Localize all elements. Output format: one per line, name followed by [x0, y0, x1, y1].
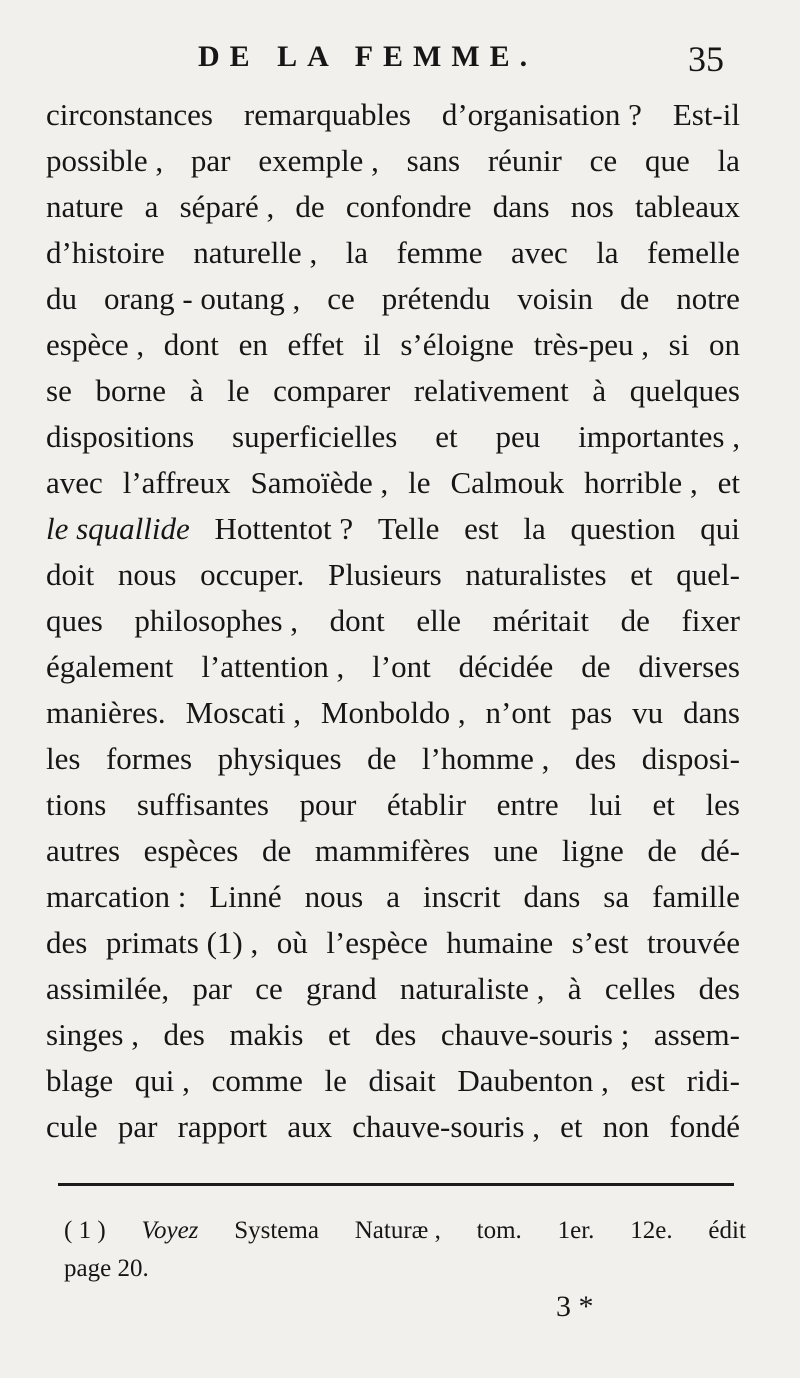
- footnote-text: page 20.: [64, 1255, 149, 1282]
- word: et: [652, 787, 675, 822]
- word: de: [261, 833, 292, 868]
- word: de: [620, 281, 650, 316]
- word: en: [238, 327, 268, 362]
- word: très-peu ,: [533, 327, 649, 362]
- word: relativement: [413, 373, 569, 408]
- word: naturalistes: [465, 557, 607, 592]
- text-line: [46, 230, 740, 276]
- word: superficielles: [232, 419, 398, 454]
- word: et: [630, 557, 653, 592]
- word: de: [647, 833, 677, 868]
- word: lui: [589, 787, 622, 822]
- word: Linné: [209, 879, 282, 914]
- word: elle: [416, 603, 462, 638]
- word: prétendu: [381, 281, 491, 316]
- word: est: [630, 1063, 665, 1098]
- word: dans: [492, 189, 550, 224]
- text-line: [46, 1012, 740, 1058]
- word: a: [144, 189, 159, 224]
- word: du: [46, 281, 77, 316]
- word: n’ont: [485, 695, 551, 730]
- word: Hottentot ?: [214, 511, 354, 546]
- word: ce: [589, 143, 618, 178]
- text-line: [46, 644, 740, 690]
- word: naturaliste ,: [399, 971, 545, 1006]
- word: tions: [46, 787, 107, 822]
- text-line: [46, 276, 740, 322]
- word: nous: [117, 557, 177, 592]
- word: femme: [396, 235, 483, 270]
- word: espèce ,: [46, 327, 145, 362]
- word: et: [328, 1017, 351, 1052]
- word: réunir: [487, 143, 562, 178]
- word: doit: [46, 557, 95, 592]
- word: dont: [163, 327, 219, 362]
- word: l’affreux: [122, 465, 231, 500]
- footnote: [64, 1212, 746, 1288]
- word: Plusieurs: [327, 557, 442, 592]
- word: s’est: [571, 925, 629, 960]
- word: il: [363, 327, 381, 362]
- word: borne: [95, 373, 167, 408]
- word: les: [46, 741, 81, 776]
- word: suffisantes: [136, 787, 269, 822]
- word: le squallide: [46, 511, 190, 546]
- text-line: [46, 184, 740, 230]
- word: entre: [496, 787, 559, 822]
- word: l’attention ,: [201, 649, 345, 684]
- word: des: [163, 1017, 205, 1052]
- word: fixer: [681, 603, 740, 638]
- word: quelques: [629, 373, 740, 408]
- text-line: [46, 920, 740, 966]
- word: singes ,: [46, 1017, 139, 1052]
- word: ce: [255, 971, 283, 1006]
- running-title: DE LA FEMME.: [198, 40, 538, 73]
- word: Telle: [377, 511, 440, 546]
- word: on: [709, 327, 740, 362]
- text-line: [46, 414, 740, 460]
- word: édit: [708, 1217, 746, 1244]
- word: comparer: [273, 373, 391, 408]
- word: makis: [229, 1017, 304, 1052]
- word: ( 1 ): [64, 1217, 106, 1244]
- word: que: [644, 143, 690, 178]
- word: assimilée,: [46, 971, 170, 1006]
- word: dont: [329, 603, 385, 638]
- word: et: [717, 465, 740, 500]
- word: orang - outang ,: [103, 281, 301, 316]
- word: diverses: [638, 649, 740, 684]
- word: d’organisation ?: [441, 97, 642, 132]
- word: sans: [406, 143, 461, 178]
- word: où: [276, 925, 308, 960]
- word: ligne: [561, 833, 624, 868]
- word: le: [324, 1063, 347, 1098]
- word: par: [117, 1109, 158, 1144]
- word: de: [620, 603, 650, 638]
- word: les: [705, 787, 740, 822]
- word: la: [523, 511, 546, 546]
- word: la: [345, 235, 369, 270]
- word: voisin: [517, 281, 594, 316]
- word: a: [386, 879, 400, 914]
- word: une: [493, 833, 539, 868]
- word: par: [190, 143, 231, 178]
- word: chauve-souris ;: [440, 1017, 630, 1052]
- word: grand: [306, 971, 377, 1006]
- word: notre: [676, 281, 740, 316]
- word: l’homme ,: [421, 741, 550, 776]
- word: effet: [287, 327, 344, 362]
- running-head: [0, 38, 800, 84]
- footnote-line: [64, 1212, 746, 1250]
- word: et: [560, 1109, 583, 1144]
- word: horrible ,: [584, 465, 698, 500]
- word: ce: [327, 281, 355, 316]
- text-line: [46, 782, 740, 828]
- word: possible ,: [46, 143, 164, 178]
- text-line: [46, 1104, 740, 1150]
- word: physiques: [217, 741, 342, 776]
- word: s’éloigne: [400, 327, 514, 362]
- word: disposi-: [641, 741, 740, 776]
- text-line: [46, 736, 740, 782]
- word: humaine: [446, 925, 554, 960]
- text-line: [46, 874, 740, 920]
- word: se: [46, 373, 72, 408]
- text-line: [46, 828, 740, 874]
- word: dans: [683, 695, 740, 730]
- page-number: 35: [688, 39, 724, 79]
- word: Systema: [234, 1217, 319, 1244]
- word: Daubenton ,: [457, 1063, 609, 1098]
- word: mammifères: [314, 833, 470, 868]
- word: importantes ,: [578, 419, 740, 454]
- word: des: [698, 971, 740, 1006]
- word: pour: [299, 787, 357, 822]
- word: à: [567, 971, 582, 1006]
- word: de: [295, 189, 325, 224]
- word: aux: [287, 1109, 333, 1144]
- word: dans: [523, 879, 581, 914]
- text-line: [46, 322, 740, 368]
- text-line: [46, 966, 740, 1012]
- word: Monboldo ,: [320, 695, 466, 730]
- word: quel-: [676, 557, 740, 592]
- word: espèces: [143, 833, 239, 868]
- word: dispositions: [46, 419, 195, 454]
- word: tom.: [476, 1217, 522, 1244]
- word: établir: [386, 787, 467, 822]
- text-line: [46, 138, 740, 184]
- word: pas: [570, 695, 613, 730]
- word: à: [592, 373, 607, 408]
- word: fondé: [669, 1109, 740, 1144]
- text-line: [46, 368, 740, 414]
- word: et: [435, 419, 458, 454]
- word: non: [602, 1109, 650, 1144]
- word: peu: [495, 419, 541, 454]
- word: Calmouk: [450, 465, 565, 500]
- text-line: [46, 552, 740, 598]
- word: tableaux: [634, 189, 740, 224]
- word: est: [464, 511, 499, 546]
- body-text: [46, 92, 740, 1150]
- text-line: [46, 690, 740, 736]
- word: autres: [46, 833, 121, 868]
- word: ques: [46, 603, 103, 638]
- signature-mark: 3 *: [556, 1290, 594, 1323]
- word: exemple ,: [258, 143, 379, 178]
- text-line: [46, 92, 740, 138]
- word: par: [192, 971, 232, 1006]
- word: confondre: [345, 189, 472, 224]
- word: la: [596, 235, 619, 270]
- word: nature: [46, 189, 124, 224]
- word: de: [367, 741, 397, 776]
- word: Moscati ,: [185, 695, 301, 730]
- word: si: [668, 327, 690, 362]
- word: la: [717, 143, 740, 178]
- word: des: [46, 925, 88, 960]
- word: manières.: [46, 695, 166, 730]
- word: également: [46, 649, 174, 684]
- word: remarquables: [243, 97, 411, 132]
- word: des: [574, 741, 617, 776]
- word: vu: [632, 695, 664, 730]
- text-line: [46, 598, 740, 644]
- word: occuper.: [200, 557, 305, 592]
- word: de: [581, 649, 611, 684]
- word: cule: [46, 1109, 98, 1144]
- word: naturelle ,: [193, 235, 318, 270]
- word: méritait: [492, 603, 590, 638]
- word: marcation :: [46, 879, 187, 914]
- word: séparé ,: [179, 189, 275, 224]
- word: avec: [510, 235, 568, 270]
- word: disait: [368, 1063, 436, 1098]
- text-line: [46, 460, 740, 506]
- word: Voyez: [141, 1217, 199, 1244]
- word: inscrit: [422, 879, 501, 914]
- word: avec: [46, 465, 103, 500]
- text-line: [46, 506, 740, 552]
- word: famille: [652, 879, 740, 914]
- word: celles: [604, 971, 676, 1006]
- word: 1er.: [557, 1217, 595, 1244]
- word: qui: [700, 511, 740, 546]
- word: question: [570, 511, 676, 546]
- word: rapport: [177, 1109, 268, 1144]
- word: le: [227, 373, 250, 408]
- word: Est-il: [672, 97, 740, 132]
- word: ridi-: [686, 1063, 740, 1098]
- word: Naturæ ,: [354, 1217, 441, 1244]
- word: le: [408, 465, 431, 500]
- word: circonstances: [46, 97, 213, 132]
- word: décidée: [458, 649, 554, 684]
- word: blage: [46, 1063, 114, 1098]
- word: femelle: [647, 235, 740, 270]
- word: assem-: [653, 1017, 740, 1052]
- word: à: [189, 373, 204, 408]
- word: nous: [304, 879, 364, 914]
- word: trouvée: [647, 925, 740, 960]
- word: formes: [105, 741, 193, 776]
- word: d’histoire: [46, 235, 165, 270]
- word: dé-: [700, 833, 740, 868]
- text-line: [46, 1058, 740, 1104]
- word: Samoïède ,: [250, 465, 389, 500]
- word: l’espèce: [326, 925, 428, 960]
- word: primats (1) ,: [105, 925, 259, 960]
- word: sa: [603, 879, 630, 914]
- word: des: [374, 1017, 417, 1052]
- footnote-line: [64, 1250, 746, 1288]
- word: nos: [570, 189, 614, 224]
- footnote-rule: [58, 1183, 734, 1186]
- word: qui ,: [134, 1063, 190, 1098]
- word: 12e.: [630, 1217, 673, 1244]
- word: philosophes ,: [134, 603, 299, 638]
- word: comme: [211, 1063, 303, 1098]
- word: chauve-souris ,: [352, 1109, 540, 1144]
- word: l’ont: [372, 649, 431, 684]
